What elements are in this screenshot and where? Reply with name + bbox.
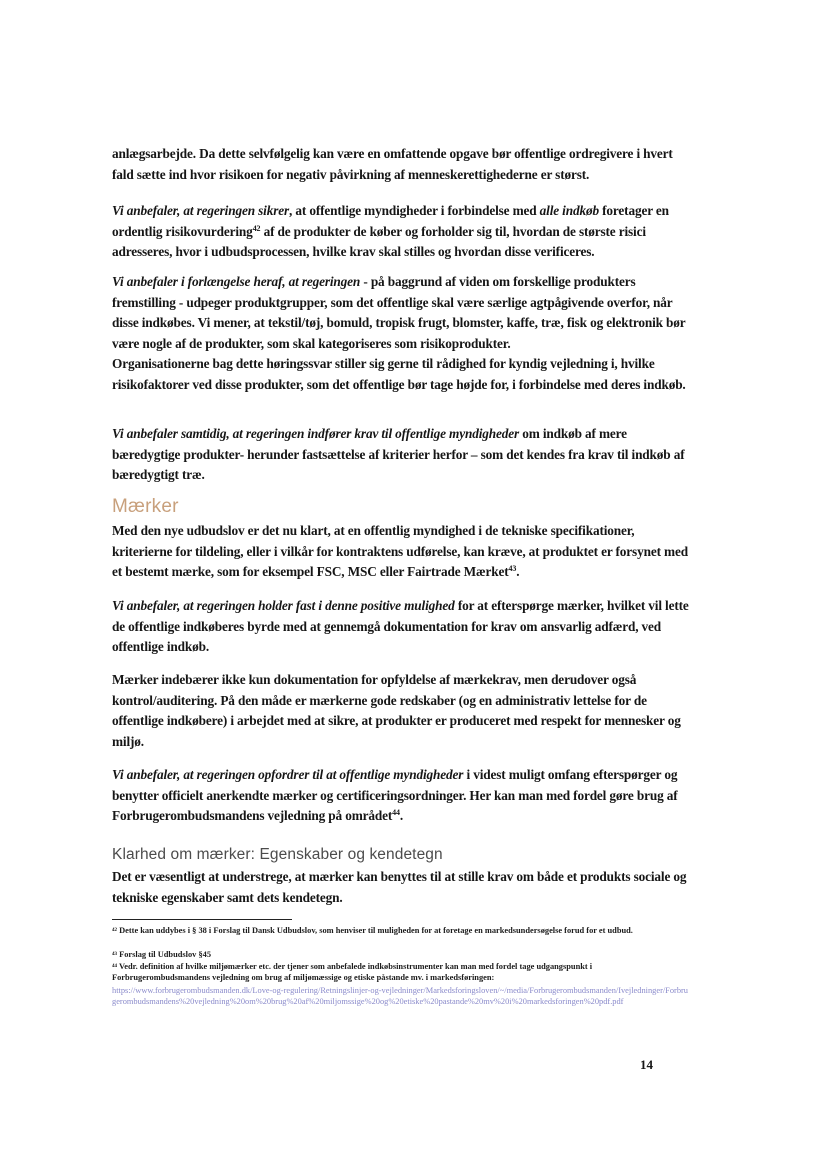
text-span: . [516, 564, 520, 579]
footnote-44-link[interactable] [112, 985, 692, 1007]
text-span: , at offentlige myndigheder i forbindelse med [289, 203, 540, 218]
recommendation-lead: Vi anbefaler i forlængelse heraf, at regeringen [112, 274, 361, 289]
footnote-divider [112, 919, 292, 920]
paragraph-text [112, 272, 692, 354]
paragraph-recommendation-risk [112, 201, 692, 263]
paragraph-text [112, 765, 692, 827]
paragraph-udbudslov [112, 521, 692, 583]
paragraph-marks-documentation [112, 670, 692, 752]
footnote-url[interactable]: https://www.forbrugerombudsmanden.dk/Love-og-regulering/Retningslinjer-og-vejledninger/Markedsforingsloven/~/media/Forbrugerombudsmanden/Ivejledninger/Forbrugerombudsmandens%20vejledning%20om%20brug%20af%20miljomssige%20og%20etiske%20pastande%20mv%20i%20markedsforingen%20pdf.pdf [112, 986, 688, 1006]
text-span: foretager en ordentlig risikovurdering [112, 203, 669, 239]
paragraph-recommendation-encourage [112, 765, 692, 827]
section-heading-klarhed: Klarhed om mærker: Egenskaber og kendetegn [112, 846, 443, 863]
paragraph-intro [112, 144, 692, 185]
footnote-44: ⁴⁴ Vedr. definition af hvilke miljømærker etc. der tjener som anbefalede indkøbsinstrumenter kan man med fordel tage udgangspunkt i Forbrugerombudsmandens vejledning om brug af miljømæssige og etiske påstande mv. i markedsføringen: [112, 962, 593, 982]
recommendation-lead: Vi anbefaler, at regeringen holder fast i denne positive mulighed [112, 598, 455, 613]
paragraph-text: Mærker indebærer ikke kun dokumentation for opfyldelse af mærkekrav, men derudover også kontrol/auditering. På den måde er mærkerne gode redskaber (og en administrativ lettelse for de offentlige indkøbere) i arbejdet med at sikre, at produkter er produceret med respekt for mennesker og miljø. [112, 672, 681, 749]
paragraph-marks-properties [112, 867, 692, 908]
text-span: om indkøb af mere bæredygtige produkter- herunder fastsættelse af kriterier herfor – som det kendes fra krav til indkøb af bæredygtigt træ. [112, 426, 685, 482]
footnote-42: ⁴² Dette kan uddybes i § 38 i Forslag til Dansk Udbudslov, som henviser til muligheden for at foretage en markedsundersøgelse forud for et udbud. [112, 926, 633, 935]
paragraph-recommendation-marks [112, 596, 692, 658]
text-span: i videst muligt omfang efterspørger og benytter officielt anerkendte mærker og certificeringsordninger. Her kan man med fordel gøre brug af Forbrugerombudsmandens vejledning på området [112, 767, 678, 823]
recommendation-lead: Vi anbefaler, at regeringen sikrer [112, 203, 290, 218]
text-span: . [399, 808, 404, 823]
recommendation-lead: Vi anbefaler samtidig, at regeringen indfører krav til offentlige myndigheder [112, 426, 520, 441]
paragraph-recommendation-requirements [112, 424, 692, 486]
paragraph-text [112, 201, 692, 263]
emphasis-text: alle indkøb [539, 203, 599, 218]
page-number: 14 [640, 1057, 653, 1072]
recommendation-lead: Vi anbefaler, at regeringen opfordrer til at offentlige myndigheder [112, 767, 464, 782]
paragraph-recommendation-products [112, 272, 692, 395]
footnote-43: ⁴³ Forslag til Udbudslov §45 [112, 950, 212, 959]
paragraph-text [112, 424, 692, 486]
paragraph-text [112, 596, 692, 658]
text-span: af de produkter de køber og forholder sig til, hvordan de største risici adresseres, hvor i udbudsprocessen, hvilke krav skal stilles og hvordan disse verificeres. [112, 223, 646, 259]
paragraph-text [112, 521, 692, 583]
paragraph-text: Organisationerne bag dette høringssvar stiller sig gerne til rådighed for kyndig vejledning i, hvilke risikofaktorer ved disse produkter, som det offentlige bør tage højde for, i forbindelse med deres indkøb. [112, 356, 686, 392]
text-span: for at efterspørge mærker, hvilket vil lette de offentlige indkøberes byrde med at gennemgå dokumentation for krav om ansvarlig adfærd, ved offentlige indkøb. [112, 598, 689, 654]
footnote-ref[interactable]: 43 [508, 564, 517, 573]
text-span: Med den nye udbudslov er det nu klart, at en offentlig myndighed i de tekniske specifikationer, kriterierne for tildeling, eller i vilkår for kontraktens udførelse, kan kræve, at produktet er forsynet med et bestemt mærke, som for eksempel FSC, MSC eller Fairtrade Mærket [112, 523, 688, 579]
paragraph-text: Det er væsentligt at understrege, at mærker kan benyttes til at stille krav om både et produkts sociale og tekniske egenskaber samt dets kendetegn. [112, 869, 687, 905]
paragraph-text: anlægsarbejde. Da dette selvfølgelig kan være en omfattende opgave bør offentlige ordregivere i hvert fald sætte ind hvor risikoen for negativ påvirkning af menneskerettighederne er størst. [112, 146, 673, 182]
text-span: - på baggrund af viden om forskellige produkters fremstilling - udpeger produktgrupper, som det offentlige skal være særlige agtpågivende overfor, når disse indkøbes. Vi mener, at tekstil/tøj, bomuld, tropisk frugt, blomster, kaffe, træ, fisk og elektronik bør være nogle af de produkter, som skal kategoriseres som risikoprodukter. [112, 274, 686, 351]
section-heading-maerker: Mærker [112, 496, 179, 517]
footnote-ref[interactable]: 42 [252, 223, 261, 233]
footnote-ref[interactable]: 44 [392, 808, 400, 817]
